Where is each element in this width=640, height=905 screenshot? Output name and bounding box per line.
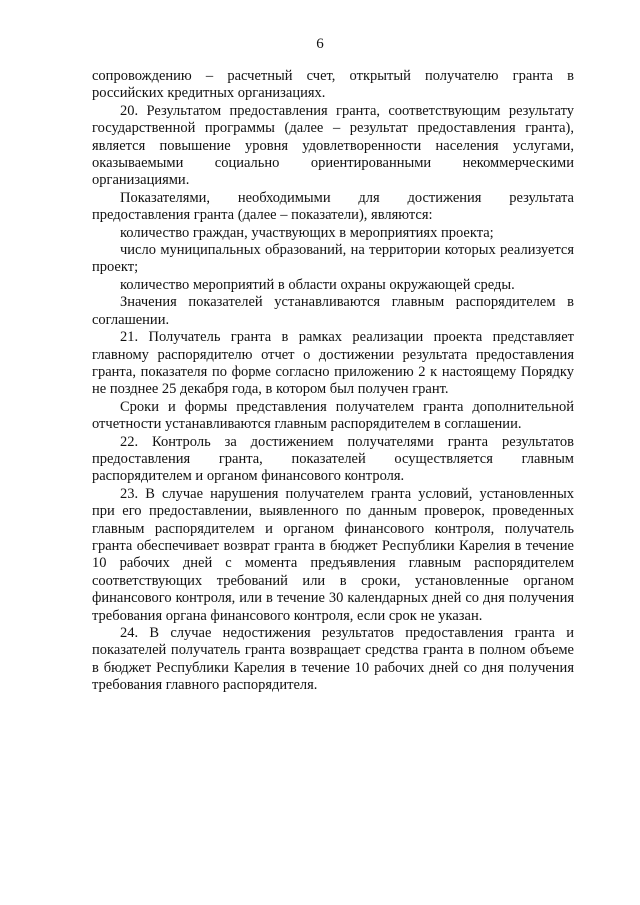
- document-body: [92, 68, 574, 695]
- paragraph-indicators-intro: Показателями, необходимыми для достижения результата предоставления гранта (далее – показатели), являются:: [92, 189, 574, 224]
- paragraph-reporting: Сроки и формы представления получателем гранта дополнительной отчетности устанавливаются главным распорядителем в соглашении.: [92, 398, 574, 433]
- paragraph-continuation: сопровождению – расчетный счет, открытый получателю гранта в российских кредитных организациях.: [92, 68, 574, 102]
- paragraph-indicator-1: количество граждан, участвующих в мероприятиях проекта;: [120, 224, 494, 241]
- paragraph-24: 24. В случае недостижения результатов предоставления гранта и показателей получатель гранта возвращает средства гранта в полном объеме в бюджет Республики Карелия в течение 10 рабочих дней со дня получения требования главного распорядителя.: [92, 625, 574, 694]
- paragraph-indicator-3: количество мероприятий в области охраны окружающей среды.: [120, 276, 515, 293]
- paragraph-indicator-2: число муниципальных образований, на территории которых реализуется проект;: [92, 242, 574, 276]
- paragraph-20: 20. Результатом предоставления гранта, соответствующим результату государственной программы (далее – результат предоставления гранта), является повышение уровня удовлетворенности населения услугами, оказываемыми социально ориентированными некоммерческими организациями.: [92, 102, 574, 189]
- paragraph-indicator-values: Значения показателей устанавливаются главным распорядителем в соглашении.: [92, 294, 574, 328]
- paragraph-21: 21. Получатель гранта в рамках реализации проекта представляет главному распорядителю отчет о достижении результата предоставления гранта, показателя по форме согласно приложению 2 к настоящему Порядку не позднее 25 декабря года, в котором был получен грант.: [92, 329, 574, 398]
- page-number: 6: [316, 36, 324, 52]
- paragraph-23: 23. В случае нарушения получателем гранта условий, установленных при его предоставлении, выявленного по данным проверок, проведенных главным распорядителем и органом финансового контроля, получатель гранта обеспечивает возврат гранта в бюджет Республики Карелия в течение 10 рабочих дней с момента предъявления главным распорядителем соответствующих требований или в сроки, установленные органом финансового контроля, или в течение 30 календарных дней со дня получения требования органа финансового контроля, если срок не указан.: [92, 485, 574, 624]
- paragraph-22: 22. Контроль за достижением получателями гранта результатов предоставления гранта, показателей осуществляется главным распорядителем и органом финансового контроля.: [92, 433, 574, 485]
